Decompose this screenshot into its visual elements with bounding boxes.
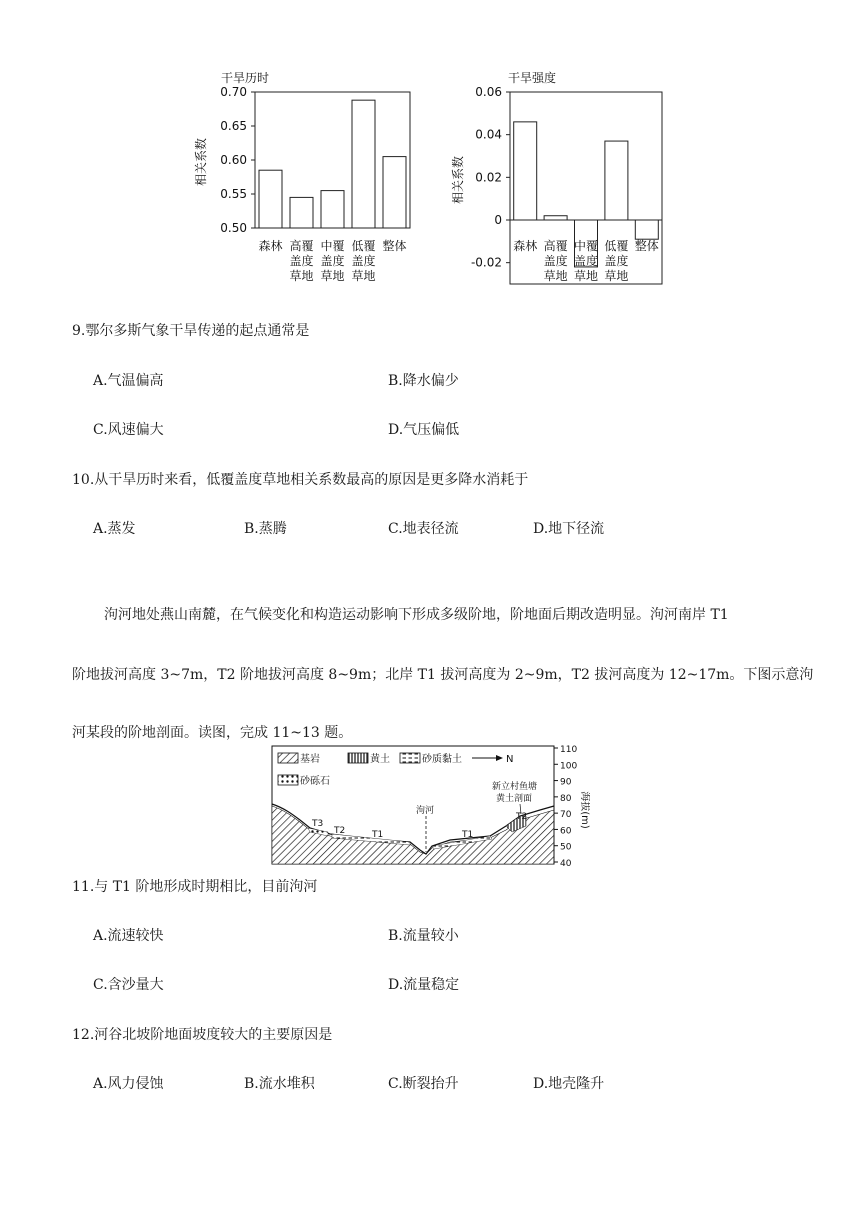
river-label: 泃河 [416,806,435,816]
y-tick-label: 0.50 [220,221,247,235]
x-category-label: 草地 [604,269,629,283]
drought-intensity-category-labels [440,232,685,292]
terrace-label-t1-north: T1 [462,830,474,840]
terrace-label-t1-south: T1 [372,830,384,840]
legend-gravel-label: 砂砾石 [300,776,330,787]
north-label: N [506,754,514,765]
x-category-label: 盖度 [351,254,376,268]
y-tick-label: 0.02 [475,170,502,185]
elevation-tick-label: 90 [560,777,572,788]
bar-1 [514,122,537,220]
passage-line-1: 泃河地处燕山南麓，在气候变化和构造运动影响下形成多级阶地，阶地面后期改造明显。泃河南岸 T1 [104,607,729,623]
x-category-label: 盖度 [320,254,345,268]
x-category-label: 草地 [573,269,599,283]
bar-2 [544,216,567,220]
q11-option-a[interactable]: A.流速较快 [93,928,164,944]
elevation-tick-label: 60 [560,826,572,837]
x-category-label: 盖度 [289,254,314,268]
bedrock-layer [272,806,554,864]
legend-bedrock-swatch [278,753,298,763]
q12-option-b[interactable]: B.流水堆积 [244,1076,315,1092]
x-category-label: 草地 [543,269,568,283]
y-tick-label: 0 [494,213,502,227]
question-9-stem: 9.鄂尔多斯气象干旱传递的起点通常是 [72,323,310,339]
elevation-axis-label: 海拔(m) [579,791,590,829]
legend-loess-label: 黄土 [370,754,390,765]
bar-4 [605,141,628,220]
legend-sandy-clay-swatch [400,753,420,763]
elevation-tick-label: 70 [560,810,572,821]
x-category-label: 整体 [634,239,659,253]
q11-option-d[interactable]: D.流量稳定 [388,977,460,993]
q9-option-c[interactable]: C.风速偏大 [93,422,164,438]
y-tick-label: -0.02 [470,255,502,270]
q10-option-c[interactable]: C.地表径流 [388,521,459,537]
bar-5 [383,157,406,228]
y-tick-label: 0.70 [220,85,247,99]
bar-1 [259,170,282,228]
question-11-stem: 11.与 T1 阶地形成时期相比，目前泃河 [72,879,318,895]
elevation-tick-label: 100 [560,761,578,772]
site-label-line-1: 新立村鱼塘 [492,782,538,792]
q11-option-b[interactable]: B.流量较小 [388,928,459,944]
q11-option-c[interactable]: C.含沙量大 [93,977,164,993]
q9-option-b[interactable]: B.降水偏少 [388,373,459,389]
y-tick-label: 0.06 [475,85,502,99]
x-category-label: 整体 [382,239,407,253]
terrace-profile-diagram [270,744,590,872]
passage-line-2: 阶地拔河高度 3~7m，T2 阶地拔河高度 8~9m；北岸 T1 拔河高度为 2~9m，T2 拔河高度为 12~17m。下图示意泃 [72,667,814,683]
x-category-label: 高覆 [543,239,568,253]
legend-sandy-clay-label: 砂质黏土 [422,754,462,765]
y-axis-label: 相关系数 [451,155,465,205]
x-category-label: 盖度 [573,254,599,268]
q10-option-b[interactable]: B.蒸腾 [244,521,287,537]
x-category-label: 低覆 [351,239,376,253]
legend-gravel-swatch [278,775,298,785]
legend-loess-swatch [348,753,368,763]
x-category-label: 高覆 [289,239,314,253]
q10-option-a[interactable]: A.蒸发 [93,521,136,537]
y-tick-label: 0.60 [220,153,247,167]
y-axis-label: 相关系数 [194,137,208,187]
y-tick-label: 0.55 [220,187,247,201]
chart-title: 干旱强度 [508,71,557,85]
x-category-label: 森林 [513,239,538,253]
x-category-label: 草地 [289,269,314,283]
terrace-label-t3: T3 [312,819,324,829]
x-category-label: 盖度 [543,254,568,268]
terrace-label-t2-south: T2 [334,826,346,836]
elevation-tick-label: 50 [560,842,572,853]
q12-option-c[interactable]: C.断裂抬升 [388,1076,459,1092]
q10-option-d[interactable]: D.地下径流 [533,521,605,537]
passage-line-3: 河某段的阶地剖面。读图，完成 11~13 题。 [72,725,353,741]
elevation-tick-label: 80 [560,793,572,804]
elevation-tick-label: 40 [560,859,572,869]
x-category-label: 草地 [320,269,345,283]
elevation-tick-label: 110 [560,745,578,755]
bar-3 [321,191,344,228]
y-tick-label: 0.65 [220,119,247,133]
x-category-label: 盖度 [604,254,629,268]
bar-2 [290,197,313,228]
terrace-label-t2-north: T2 [516,812,528,822]
drought-duration-chart [185,60,440,295]
question-10-stem: 10.从干旱历时来看，低覆盖度草地相关系数最高的原因是更多降水消耗于 [72,472,529,488]
north-arrow-head [496,755,503,761]
site-label-line-2: 黄土剖面 [496,794,533,804]
x-category-label: 中覆 [573,239,599,253]
y-tick-label: 0.04 [475,127,502,142]
x-category-label: 草地 [351,269,376,283]
x-category-label: 中覆 [320,239,345,253]
legend-bedrock-label: 基岩 [300,754,320,765]
q9-option-a[interactable]: A.气温偏高 [93,373,164,389]
q9-option-d[interactable]: D.气压偏低 [388,422,460,438]
q12-option-d[interactable]: D.地壳隆升 [533,1076,605,1092]
x-category-label: 低覆 [604,239,629,253]
question-12-stem: 12.河谷北坡阶地面坡度较大的主要原因是 [72,1027,333,1043]
x-category-label: 森林 [258,239,283,253]
bar-4 [352,100,375,228]
chart-title: 干旱历时 [221,71,270,85]
q12-option-a[interactable]: A.风力侵蚀 [93,1076,164,1092]
